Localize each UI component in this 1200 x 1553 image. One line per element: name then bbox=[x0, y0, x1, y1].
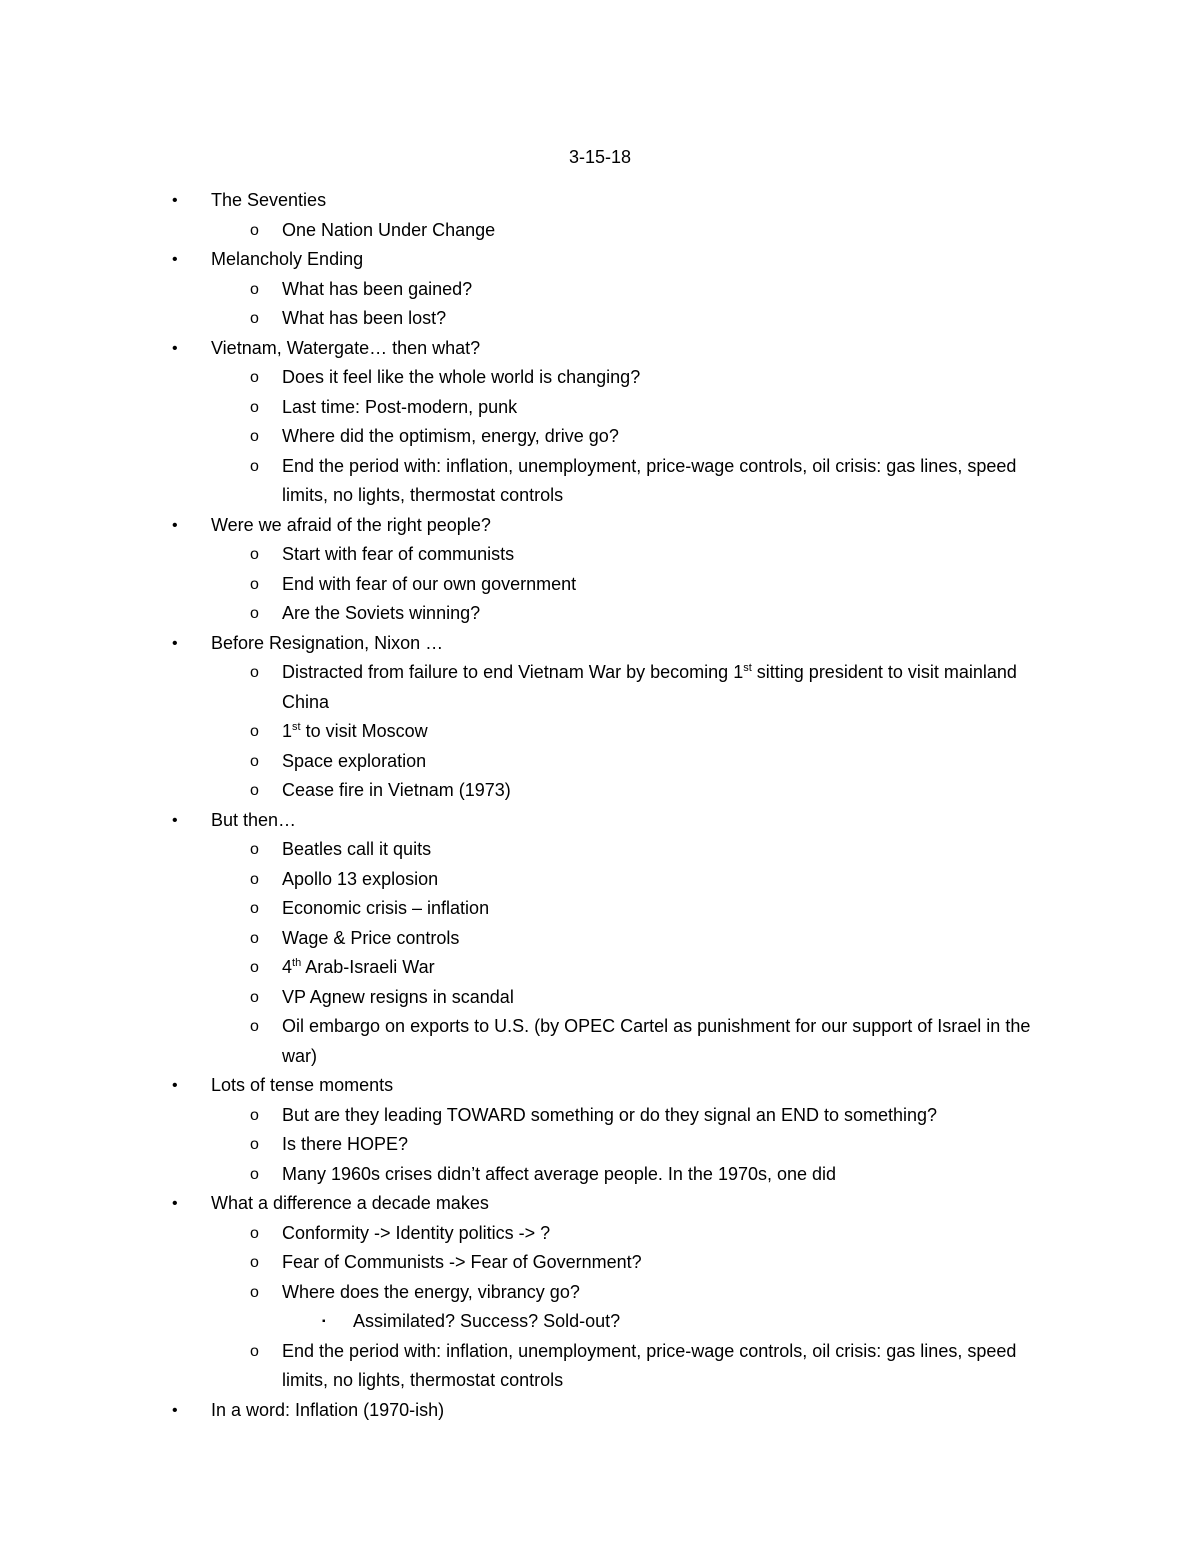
item-text-rest: Arab-Israeli War bbox=[301, 957, 435, 977]
item-text bbox=[211, 1071, 1051, 1101]
item-text bbox=[211, 629, 1051, 659]
item-text bbox=[282, 393, 1052, 423]
item-text bbox=[282, 422, 1052, 452]
item-text-main: Vietnam, Watergate… then what? bbox=[211, 337, 481, 358]
item-text-main: Conformity -> Identity politics -> ? bbox=[282, 1222, 551, 1243]
item-text-main: Space exploration bbox=[282, 750, 427, 771]
item-text-main: Does it feel like the whole world is changing? bbox=[282, 367, 641, 387]
item-text-main: Beatles call it quits bbox=[282, 839, 432, 859]
bullet-marker: • bbox=[172, 516, 178, 534]
item-text bbox=[282, 776, 1052, 806]
item-text-rest: to visit Moscow bbox=[300, 721, 428, 741]
ordinal-suffix: st bbox=[292, 721, 301, 733]
bullet-marker: • bbox=[172, 339, 178, 357]
bullet-marker: • bbox=[172, 1077, 178, 1094]
sub-bullet-item bbox=[0, 1337, 1200, 1396]
bullet-marker: o bbox=[250, 723, 259, 740]
item-text-main: Oil embargo on exports to U.S. (by OPEC Cartel as punishment for our support of Israel in the war) bbox=[282, 1016, 1031, 1066]
bullet-marker: o bbox=[250, 1342, 259, 1360]
item-text-main: In a word: Inflation (1970-ish) bbox=[211, 1399, 445, 1420]
sub-bullet-item bbox=[0, 983, 1200, 1013]
item-text-main: End the period with: inflation, unemployment, price-wage controls, oil crisis: gas lines, speed limits, no lights, thermostat controls bbox=[282, 1340, 1017, 1390]
item-text-main: Apollo 13 explosion bbox=[282, 868, 439, 889]
ordinal-suffix: st bbox=[743, 662, 752, 674]
bullet-marker: o bbox=[250, 1165, 259, 1183]
sub-bullet-item bbox=[0, 1219, 1200, 1249]
item-text bbox=[282, 570, 1052, 600]
item-text bbox=[282, 452, 1052, 511]
sub-bullet-item bbox=[0, 717, 1200, 747]
item-text-main: VP Agnew resigns in scandal bbox=[282, 986, 514, 1007]
item-text bbox=[282, 658, 1052, 717]
item-text-main: Are the Soviets winning? bbox=[282, 603, 481, 623]
item-text-main: Where did the optimism, energy, drive go? bbox=[282, 426, 619, 446]
bullet-marker: o bbox=[250, 398, 259, 416]
bullet-item bbox=[0, 334, 1200, 364]
item-text-main: Wage & Price controls bbox=[282, 927, 460, 948]
ordinal-suffix: th bbox=[292, 957, 302, 969]
bullet-marker: o bbox=[250, 1018, 259, 1035]
item-text-main: Start with fear of communists bbox=[282, 544, 515, 564]
sub-bullet-item bbox=[0, 747, 1200, 777]
sub-bullet-item bbox=[0, 422, 1200, 452]
item-text bbox=[282, 894, 1052, 924]
bullet-marker: • bbox=[172, 1195, 178, 1212]
sub-bullet-item bbox=[0, 599, 1200, 629]
item-text-main: Assimilated? Success? Sold-out? bbox=[353, 1311, 621, 1331]
bullet-marker: • bbox=[172, 811, 178, 829]
item-text-main: What has been lost? bbox=[282, 308, 447, 328]
bullet-marker: o bbox=[250, 457, 259, 475]
item-text bbox=[282, 924, 1052, 954]
item-text bbox=[282, 1337, 1052, 1396]
bullet-marker: o bbox=[250, 546, 259, 563]
sub-bullet-item bbox=[0, 540, 1200, 570]
sub-bullet-item bbox=[0, 953, 1200, 983]
item-text bbox=[282, 216, 1052, 246]
item-text-main: Many 1960s crises didn’t affect average people. In the 1970s, one did bbox=[282, 1163, 837, 1184]
bullet-item bbox=[0, 629, 1200, 659]
item-text bbox=[282, 1278, 1052, 1308]
bullet-item bbox=[0, 1071, 1200, 1101]
bullet-marker: o bbox=[250, 959, 259, 976]
item-text bbox=[282, 865, 1052, 895]
item-text bbox=[211, 1189, 1051, 1219]
item-text bbox=[282, 304, 1052, 334]
bullet-marker: o bbox=[250, 310, 259, 327]
bullet-item bbox=[0, 1189, 1200, 1219]
sub-bullet-item bbox=[0, 216, 1200, 246]
bullet-marker: o bbox=[250, 664, 259, 681]
item-text bbox=[282, 747, 1052, 777]
item-text-main: End the period with: inflation, unemployment, price-wage controls, oil crisis: gas lines, speed limits, no lights, thermostat controls bbox=[282, 455, 1017, 505]
item-text bbox=[211, 245, 1051, 275]
bullet-marker: o bbox=[250, 369, 259, 386]
bullet-marker: o bbox=[250, 752, 259, 770]
item-text-rest: sitting president to visit mainland China bbox=[282, 662, 1017, 712]
item-text-main: Fear of Communists -> Fear of Government? bbox=[282, 1252, 642, 1272]
sub-bullet-item bbox=[0, 835, 1200, 865]
bullet-marker: • bbox=[172, 251, 178, 268]
bullet-marker: ▪ bbox=[322, 1316, 326, 1327]
item-text-main: Lots of tense moments bbox=[211, 1075, 394, 1095]
item-text bbox=[282, 983, 1052, 1013]
item-text-main: 1 bbox=[282, 721, 293, 741]
item-text-main: Distracted from failure to end Vietnam War by becoming 1 bbox=[282, 662, 744, 682]
sub-bullet-item bbox=[0, 1160, 1200, 1190]
sub-bullet-item bbox=[0, 776, 1200, 806]
item-text bbox=[282, 717, 1052, 747]
item-text-main: Were we afraid of the right people? bbox=[211, 514, 491, 535]
bullet-marker: o bbox=[250, 841, 259, 858]
item-text bbox=[282, 540, 1052, 570]
bullet-item bbox=[0, 186, 1200, 216]
bullet-marker: o bbox=[250, 221, 259, 239]
bullet-marker: o bbox=[250, 605, 259, 622]
bullet-item bbox=[0, 511, 1200, 541]
bullet-marker: o bbox=[250, 870, 259, 888]
page-date: 3-15-18 bbox=[568, 147, 632, 167]
bullet-marker: o bbox=[250, 280, 259, 298]
bullet-marker: o bbox=[250, 1254, 259, 1271]
sub-sub-bullet-item bbox=[0, 1307, 1200, 1337]
sub-bullet-item bbox=[0, 452, 1200, 511]
item-text-main: What a difference a decade makes bbox=[211, 1193, 489, 1213]
item-text bbox=[282, 1160, 1052, 1190]
item-text bbox=[211, 334, 1051, 364]
item-text bbox=[282, 1101, 1052, 1131]
sub-bullet-item bbox=[0, 275, 1200, 305]
sub-bullet-item bbox=[0, 363, 1200, 393]
item-text-main: 4 bbox=[282, 957, 293, 977]
item-text bbox=[282, 1130, 1052, 1160]
item-text-main: One Nation Under Change bbox=[282, 219, 496, 240]
item-text-main: Before Resignation, Nixon … bbox=[211, 632, 444, 653]
bullet-marker: o bbox=[250, 900, 259, 917]
sub-bullet-item bbox=[0, 894, 1200, 924]
bullet-marker: o bbox=[250, 929, 259, 947]
bullet-item bbox=[0, 1396, 1200, 1426]
item-text-main: What has been gained? bbox=[282, 278, 473, 299]
item-text bbox=[282, 1219, 1052, 1249]
item-text bbox=[211, 1396, 1051, 1426]
item-text bbox=[282, 275, 1052, 305]
item-text-main: But then… bbox=[211, 809, 297, 830]
item-text-main: Where does the energy, vibrancy go? bbox=[282, 1281, 580, 1302]
sub-bullet-item bbox=[0, 924, 1200, 954]
bullet-marker: o bbox=[250, 1283, 259, 1301]
bullet-marker: o bbox=[250, 1224, 259, 1242]
item-text-main: The Seventies bbox=[211, 190, 327, 210]
item-text-main: Cease fire in Vietnam (1973) bbox=[282, 780, 511, 800]
bullet-marker: o bbox=[250, 1106, 259, 1124]
sub-bullet-item bbox=[0, 304, 1200, 334]
item-text-main: Last time: Post-modern, punk bbox=[282, 396, 518, 417]
bullet-item bbox=[0, 806, 1200, 836]
item-text bbox=[211, 806, 1051, 836]
item-text-main: But are they leading TOWARD something or do they signal an END to something? bbox=[282, 1104, 938, 1125]
bullet-marker: • bbox=[172, 634, 178, 652]
item-text bbox=[282, 835, 1052, 865]
item-text-main: Economic crisis – inflation bbox=[282, 898, 490, 918]
sub-bullet-item bbox=[0, 1278, 1200, 1308]
outline-list bbox=[0, 186, 1200, 1425]
sub-bullet-item bbox=[0, 865, 1200, 895]
sub-bullet-item bbox=[0, 1130, 1200, 1160]
bullet-item bbox=[0, 245, 1200, 275]
bullet-marker: o bbox=[250, 988, 259, 1006]
sub-bullet-item bbox=[0, 1248, 1200, 1278]
item-text bbox=[282, 363, 1052, 393]
sub-bullet-item bbox=[0, 393, 1200, 423]
item-text-main: Is there HOPE? bbox=[282, 1134, 409, 1154]
bullet-marker: • bbox=[172, 1401, 178, 1419]
item-text bbox=[282, 1012, 1052, 1071]
item-text bbox=[353, 1307, 1053, 1337]
sub-bullet-item bbox=[0, 658, 1200, 717]
bullet-marker: o bbox=[250, 428, 259, 445]
bullet-marker: • bbox=[172, 192, 178, 209]
sub-bullet-item bbox=[0, 1101, 1200, 1131]
bullet-marker: o bbox=[250, 782, 259, 799]
item-text bbox=[211, 186, 1051, 216]
item-text bbox=[282, 1248, 1052, 1278]
sub-bullet-item bbox=[0, 1012, 1200, 1071]
item-text-main: Melancholy Ending bbox=[211, 249, 364, 269]
bullet-marker: o bbox=[250, 575, 259, 593]
item-text-main: End with fear of our own government bbox=[282, 573, 577, 594]
sub-bullet-item bbox=[0, 570, 1200, 600]
item-text bbox=[211, 511, 1051, 541]
item-text bbox=[282, 599, 1052, 629]
item-text bbox=[282, 953, 1052, 983]
bullet-marker: o bbox=[250, 1136, 259, 1153]
